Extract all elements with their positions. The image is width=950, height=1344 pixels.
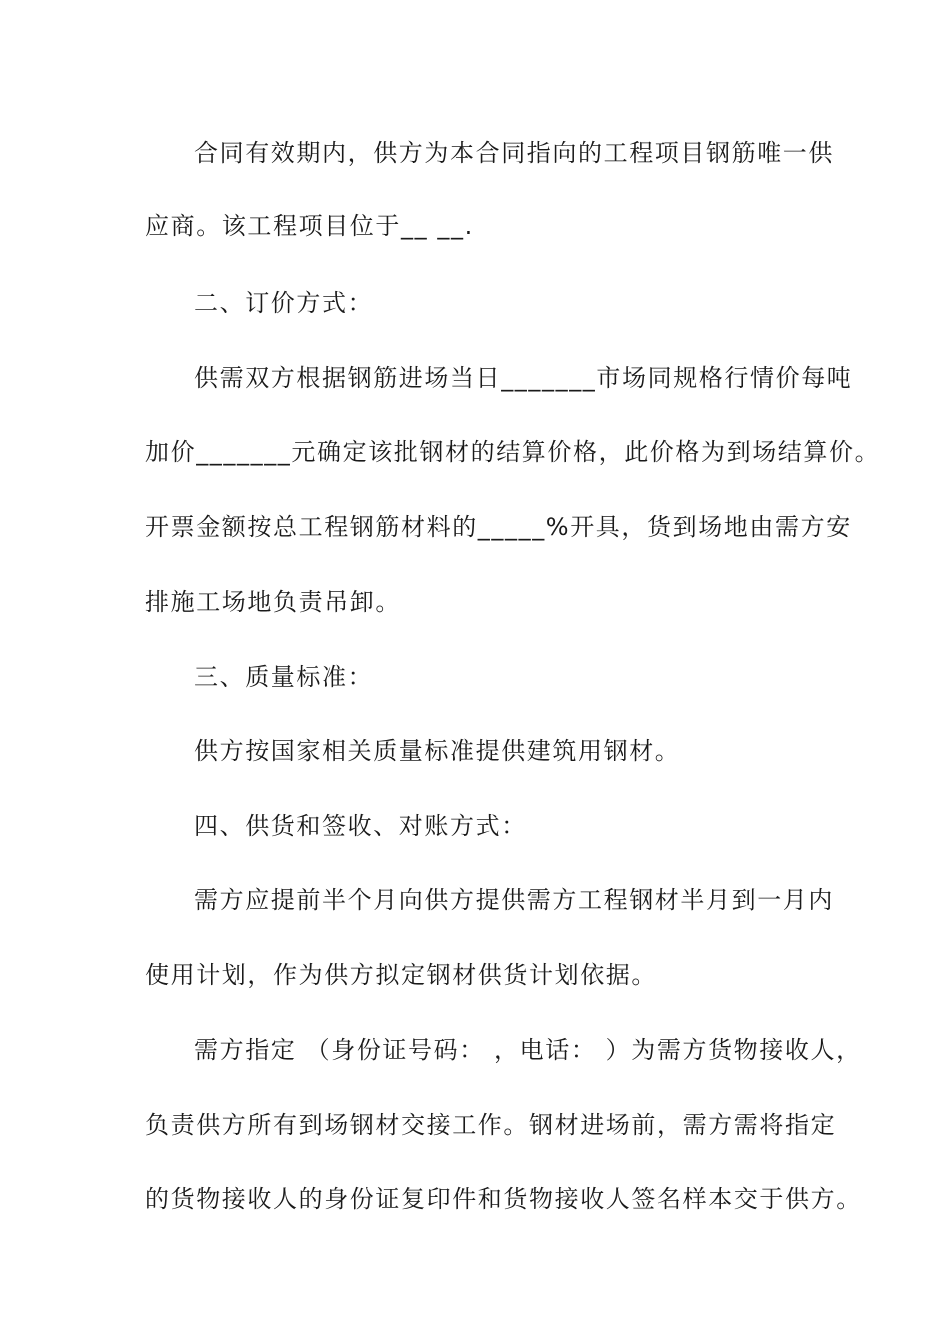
section-heading-quality: 三、质量标准： (194, 663, 374, 691)
paragraph-pricing-line-4: 排施工场地负责吊卸。 (145, 588, 401, 616)
paragraph-validity-line-1: 合同有效期内，供方为本合同指向的工程项目钢筋唯一供 (194, 139, 834, 167)
paragraph-receiver-line-3: 的货物接收人的身份证复印件和货物接收人签名样本交于供方。 (145, 1185, 862, 1213)
paragraph-delivery-line-1: 需方应提前半个月向供方提供需方工程钢材半月到一月内 (194, 886, 834, 914)
paragraph-pricing-line-1: 供需双方根据钢筋进场当日_______市场同规格行情价每吨 (194, 364, 853, 392)
paragraph-quality-line-1: 供方按国家相关质量标准提供建筑用钢材。 (194, 737, 681, 765)
paragraph-receiver-line-2: 负责供方所有到场钢材交接工作。钢材进场前，需方需将指定 (145, 1111, 837, 1139)
paragraph-validity-line-2: 应商。该工程项目位于__ __. (145, 212, 474, 240)
paragraph-pricing-line-3: 开票金额按总工程钢筋材料的_____%开具，货到场地由需方安 (145, 513, 852, 541)
section-heading-pricing: 二、订价方式： (194, 289, 374, 317)
paragraph-pricing-line-2: 加价_______元确定该批钢材的结算价格，此价格为到场结算价。 (145, 438, 881, 466)
section-heading-delivery: 四、供货和签收、对账方式： (194, 812, 527, 840)
paragraph-receiver-line-1: 需方指定 （身份证号码： ，电话： ）为需方货物接收人， (194, 1036, 862, 1064)
paragraph-delivery-line-2: 使用计划，作为供方拟定钢材供货计划依据。 (145, 961, 657, 989)
